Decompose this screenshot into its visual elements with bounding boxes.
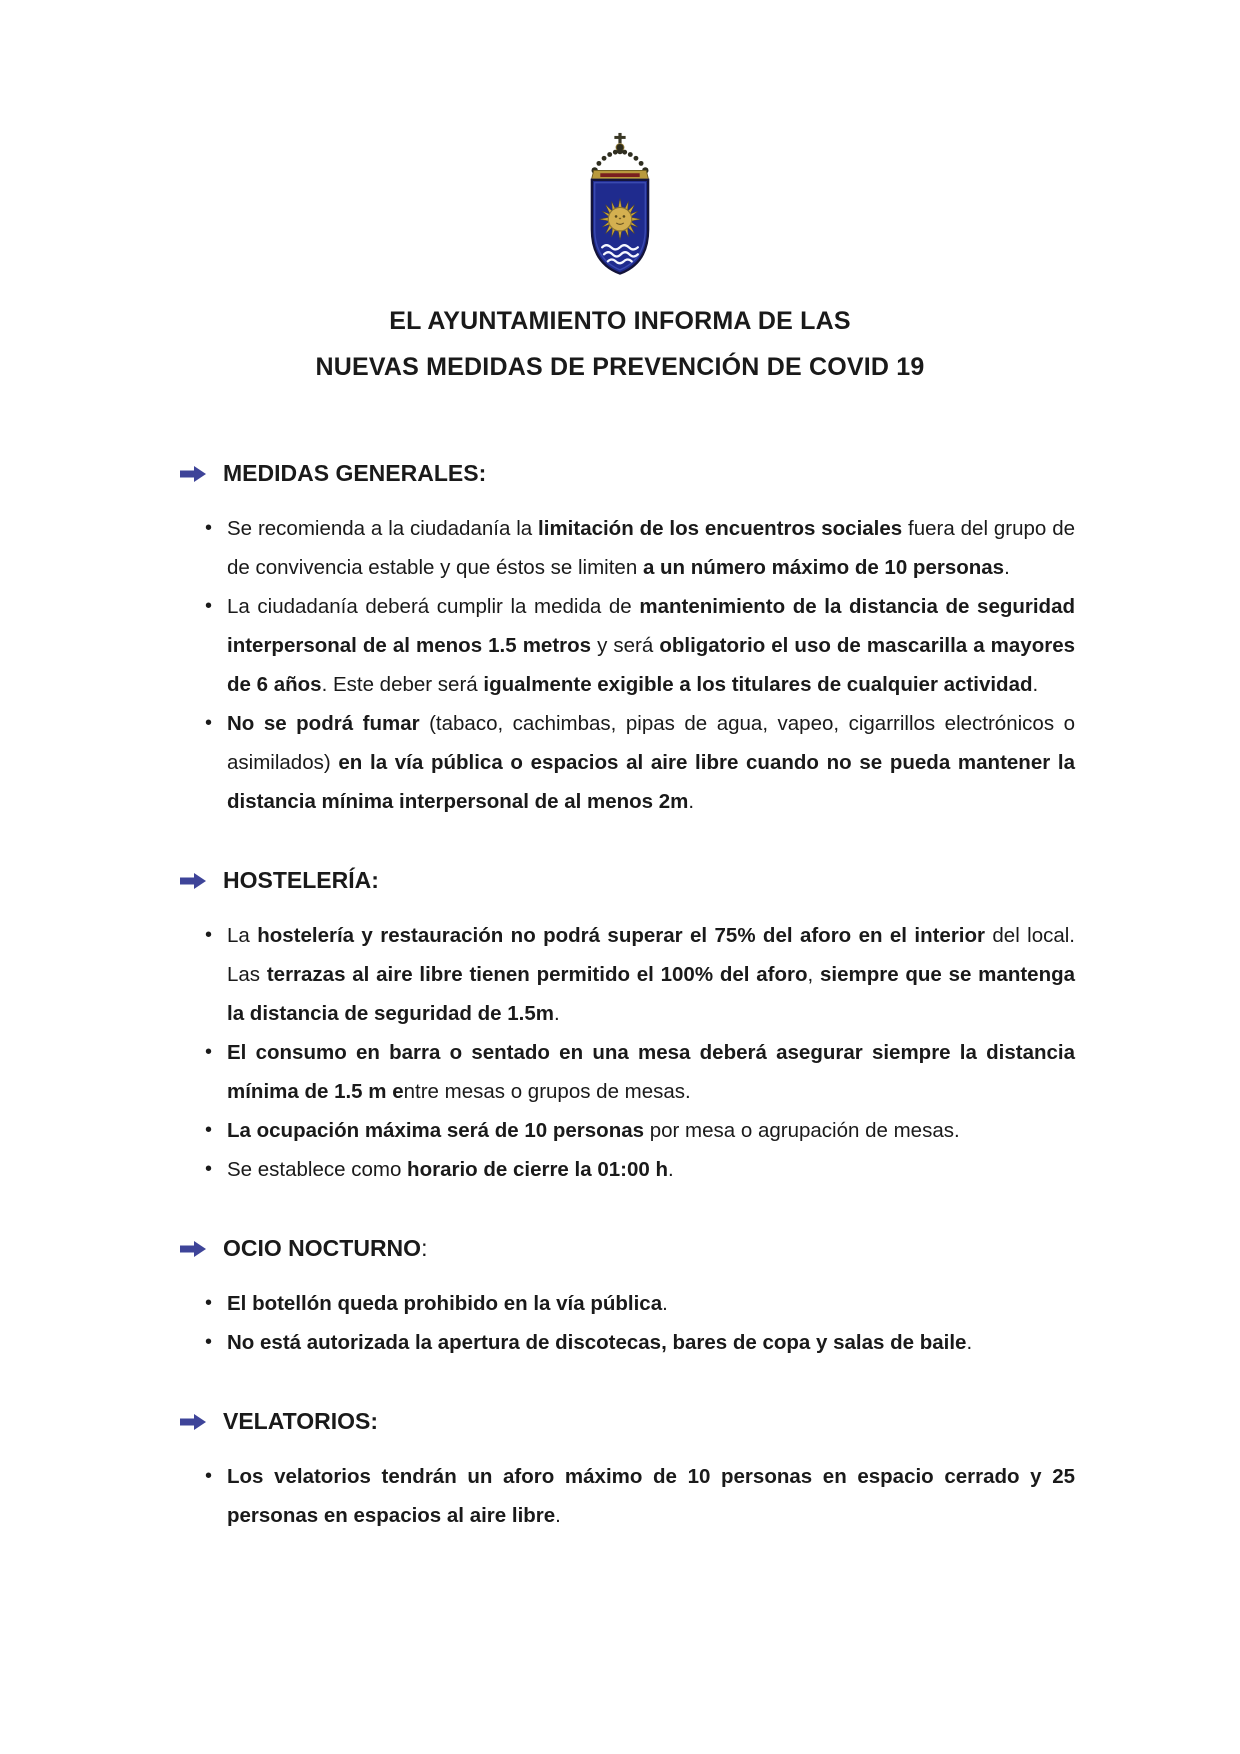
bullet-text bbox=[227, 1323, 1075, 1362]
section-heading-ocio-nocturno bbox=[180, 1235, 1075, 1262]
text-run: en la vía pública o espacios al aire libre cuando no se pueda mantener la distancia mínima interpersonal de al menos 2m bbox=[227, 751, 1075, 813]
text-run: , bbox=[807, 963, 820, 986]
text-run: horario de cierre la 01:00 h bbox=[407, 1158, 668, 1181]
bullet-text bbox=[227, 509, 1075, 587]
text-run: VELATORIOS: bbox=[223, 1408, 379, 1434]
section-heading-text bbox=[223, 1408, 378, 1435]
bullet-dot-icon: • bbox=[205, 1119, 213, 1141]
text-run: La ciudadanía deberá cumplir la medida de bbox=[227, 595, 640, 618]
sections-container bbox=[180, 460, 1075, 1535]
text-run: Los velatorios tendrán un aforo máximo de 10 personas en espacio cerrado y 25 personas en espacios al aire libre bbox=[227, 1465, 1075, 1527]
bullet-item bbox=[180, 587, 1075, 704]
text-run: . bbox=[1032, 673, 1039, 696]
text-run: y será bbox=[591, 634, 660, 657]
arrow-right-icon bbox=[180, 1413, 206, 1431]
text-run: fuera del grupo de de convivencia estable y que éstos se limiten bbox=[227, 517, 1075, 579]
municipal-coat-of-arms bbox=[572, 132, 668, 282]
text-run: Se recomienda a la ciudadanía la bbox=[227, 517, 539, 540]
section-heading-velatorios bbox=[180, 1408, 1075, 1435]
text-run: La ocupación máxima será de 10 personas bbox=[227, 1119, 645, 1142]
bullet-dot-icon: • bbox=[205, 1158, 213, 1180]
bullet-list-ocio-nocturno bbox=[180, 1284, 1075, 1362]
bullet-list-velatorios bbox=[180, 1457, 1075, 1535]
text-run: . bbox=[662, 1292, 668, 1315]
arrow-right-icon bbox=[180, 465, 206, 483]
text-run: obligatorio el uso de mascarilla a mayores de 6 años bbox=[227, 634, 1076, 696]
text-run: HOSTELERÍA: bbox=[223, 867, 379, 893]
bullet-item bbox=[180, 1150, 1075, 1189]
title-line-2: NUEVAS MEDIDAS DE PREVENCIÓN DE COVID 19 bbox=[315, 353, 925, 381]
text-run: por mesa o agrupación de mesas. bbox=[644, 1119, 960, 1142]
text-run: El botellón queda prohibido en la vía pública bbox=[227, 1292, 663, 1315]
section-heading-text bbox=[223, 1235, 427, 1262]
bullet-dot-icon: • bbox=[205, 1331, 213, 1353]
text-run: . bbox=[1004, 556, 1010, 579]
text-run: limitación de los encuentros sociales bbox=[538, 517, 903, 540]
bullet-item bbox=[180, 1284, 1075, 1323]
bullet-item bbox=[180, 704, 1075, 821]
text-run: No está autorizada la apertura de discotecas, bares de copa y salas de baile bbox=[227, 1331, 967, 1354]
arrow-right-icon bbox=[180, 872, 206, 890]
page-title bbox=[0, 298, 1240, 390]
bullet-item bbox=[180, 1323, 1075, 1362]
bullet-dot-icon: • bbox=[205, 1465, 213, 1487]
text-run: OCIO NOCTURNO bbox=[223, 1235, 422, 1261]
bullet-text bbox=[227, 916, 1075, 1033]
title-line-1: EL AYUNTAMIENTO INFORMA DE LAS bbox=[389, 307, 851, 335]
text-run: El consumo en barra o sentado en una mesa deberá asegurar siempre la distancia mínima de 1.5 m e bbox=[227, 1041, 1075, 1103]
bullet-text bbox=[227, 1033, 1075, 1111]
section-heading-text bbox=[223, 460, 486, 487]
text-run: terrazas al aire libre tienen permitido el 100% del aforo bbox=[266, 963, 808, 986]
text-run: Se establece como bbox=[227, 1158, 408, 1181]
section-heading-text bbox=[223, 867, 379, 894]
bullet-text bbox=[227, 1150, 1075, 1189]
bullet-item bbox=[180, 509, 1075, 587]
section-heading-hosteleria bbox=[180, 867, 1075, 894]
text-run: No se podrá fumar bbox=[227, 712, 420, 735]
text-run: . bbox=[553, 1002, 560, 1025]
bullet-dot-icon: • bbox=[205, 1041, 213, 1063]
text-run: . bbox=[555, 1504, 561, 1527]
text-run: hostelería y restauración no podrá superar el 75% del aforo en el interior bbox=[257, 924, 985, 947]
text-run: La bbox=[227, 924, 258, 947]
bullet-dot-icon: • bbox=[205, 595, 213, 617]
text-run: del local. Las bbox=[227, 924, 1075, 986]
text-run: siempre que se mantenga la distancia de seguridad de 1.5m bbox=[227, 963, 1076, 1025]
text-run: . Este deber será bbox=[321, 673, 484, 696]
bullet-dot-icon: • bbox=[205, 712, 213, 734]
text-run: . bbox=[688, 790, 695, 813]
bullet-item bbox=[180, 1457, 1075, 1535]
bullet-dot-icon: • bbox=[205, 924, 213, 946]
bullet-dot-icon: • bbox=[205, 1292, 213, 1314]
bullet-dot-icon: • bbox=[205, 517, 213, 539]
section-heading-medidas-generales bbox=[180, 460, 1075, 487]
coat-of-arms-icon bbox=[572, 132, 668, 282]
bullet-text bbox=[227, 1111, 1075, 1150]
text-run: igualmente exigible a los titulares de cualquier actividad bbox=[483, 673, 1033, 696]
arrow-right-icon bbox=[180, 1240, 206, 1258]
bullet-item bbox=[180, 1033, 1075, 1111]
text-run: mantenimiento de la distancia de seguridad interpersonal de al menos 1.5 metros bbox=[227, 595, 1076, 657]
bullet-text bbox=[227, 587, 1075, 704]
text-run: . bbox=[667, 1158, 674, 1181]
text-run: MEDIDAS GENERALES: bbox=[223, 460, 487, 486]
bullet-text bbox=[227, 1284, 1075, 1323]
bullet-list-medidas-generales bbox=[180, 509, 1075, 821]
text-run: a un número máximo de 10 personas bbox=[642, 556, 1005, 579]
bullet-text bbox=[227, 704, 1075, 821]
text-run: ntre mesas o grupos de mesas. bbox=[403, 1080, 691, 1103]
text-run: : bbox=[421, 1235, 428, 1261]
text-run: . bbox=[966, 1331, 973, 1354]
bullet-item bbox=[180, 916, 1075, 1033]
bullet-text bbox=[227, 1457, 1075, 1535]
text-run: (tabaco, cachimbas, pipas de agua, vapeo, cigarrillos electrónicos o asimilados) bbox=[227, 712, 1075, 774]
bullet-list-hosteleria bbox=[180, 916, 1075, 1189]
bullet-item bbox=[180, 1111, 1075, 1150]
